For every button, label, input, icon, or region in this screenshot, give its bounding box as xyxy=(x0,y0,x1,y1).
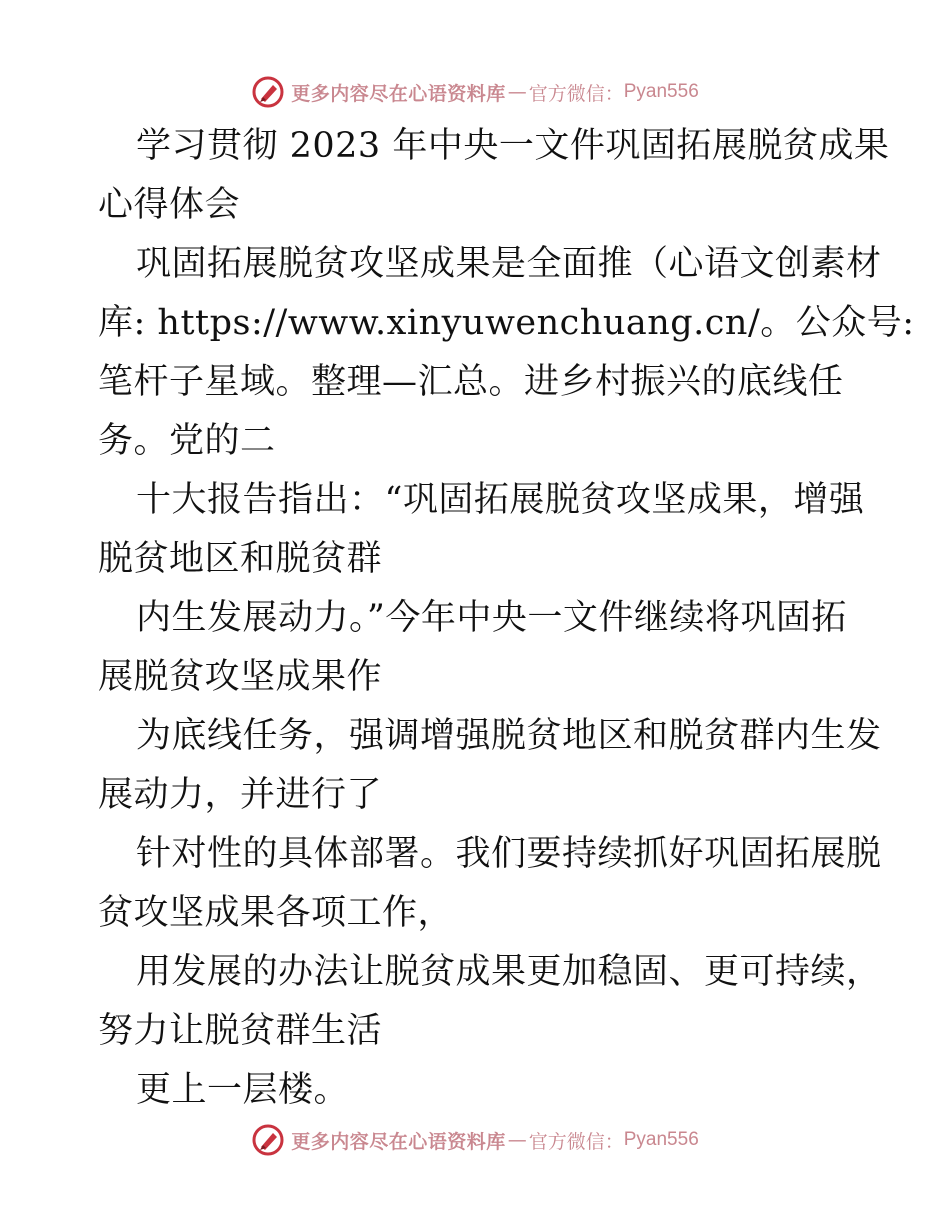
footer-banner xyxy=(0,1120,950,1160)
paragraph xyxy=(98,235,915,471)
paragraph xyxy=(98,589,868,707)
text-line: 十大报告指出：“巩固拓展脱贫攻坚成果，增强 xyxy=(136,480,865,520)
text-line: 努力让脱贫群生活 xyxy=(98,1011,383,1051)
banner-official-label: 官方微信： xyxy=(528,82,624,105)
text-line: 学习贯彻 2023 年中央一文件巩固拓展脱贫成果 xyxy=(136,126,890,166)
text-line: 脱贫地区和脱贫群 xyxy=(98,539,383,579)
document-body xyxy=(98,117,915,1120)
banner-dash: — xyxy=(507,81,527,103)
text-line: 展脱贫攻坚成果作 xyxy=(98,657,383,697)
text-line: 用发展的办法让脱贫成果更加稳固、更可持续， xyxy=(136,952,882,992)
text-line: 库: https://www.xinyuwenchuang.cn/。公众号: xyxy=(98,303,915,343)
text-line: 为底线任务，强调增强脱贫地区和脱贫群内生发 xyxy=(136,716,882,756)
text-line: 内生发展动力。”今年中央一文件继续将巩固拓 xyxy=(136,598,847,638)
text-line: 更上一层楼。 xyxy=(136,1070,350,1110)
paragraph xyxy=(98,707,882,825)
text-line: 针对性的具体部署。我们要持续抓好巩固拓展脱 xyxy=(136,834,882,874)
text-line: 务。党的二 xyxy=(98,421,276,461)
header-banner xyxy=(0,72,950,112)
paragraph xyxy=(98,825,882,943)
text-line: 笔杆子星域。整理—汇总。进乡村振兴的底线任 xyxy=(98,362,844,402)
paragraph xyxy=(98,943,882,1061)
banner-main-text: 更多内容尽在心语资料库 xyxy=(291,1130,506,1153)
banner-dash: — xyxy=(507,1129,527,1151)
banner-main-text: 更多内容尽在心语资料库 xyxy=(291,82,506,105)
paragraph xyxy=(98,1061,868,1120)
pen-nib-logo-icon xyxy=(251,75,285,109)
banner-official-label: 官方微信： xyxy=(528,1130,624,1153)
pen-nib-logo-icon xyxy=(251,1123,285,1157)
text-line: 巩固拓展脱贫攻坚成果是全面推（心语文创素材 xyxy=(136,244,882,284)
text-line: 心得体会 xyxy=(98,185,241,225)
text-line: 展动力，并进行了 xyxy=(98,775,383,815)
banner-wechat-id: Pyan556 xyxy=(623,81,699,102)
paragraph-title xyxy=(98,117,890,235)
banner-wechat-id: Pyan556 xyxy=(623,1129,699,1150)
text-line: 贫攻坚成果各项工作， xyxy=(98,893,454,933)
paragraph xyxy=(98,471,868,589)
